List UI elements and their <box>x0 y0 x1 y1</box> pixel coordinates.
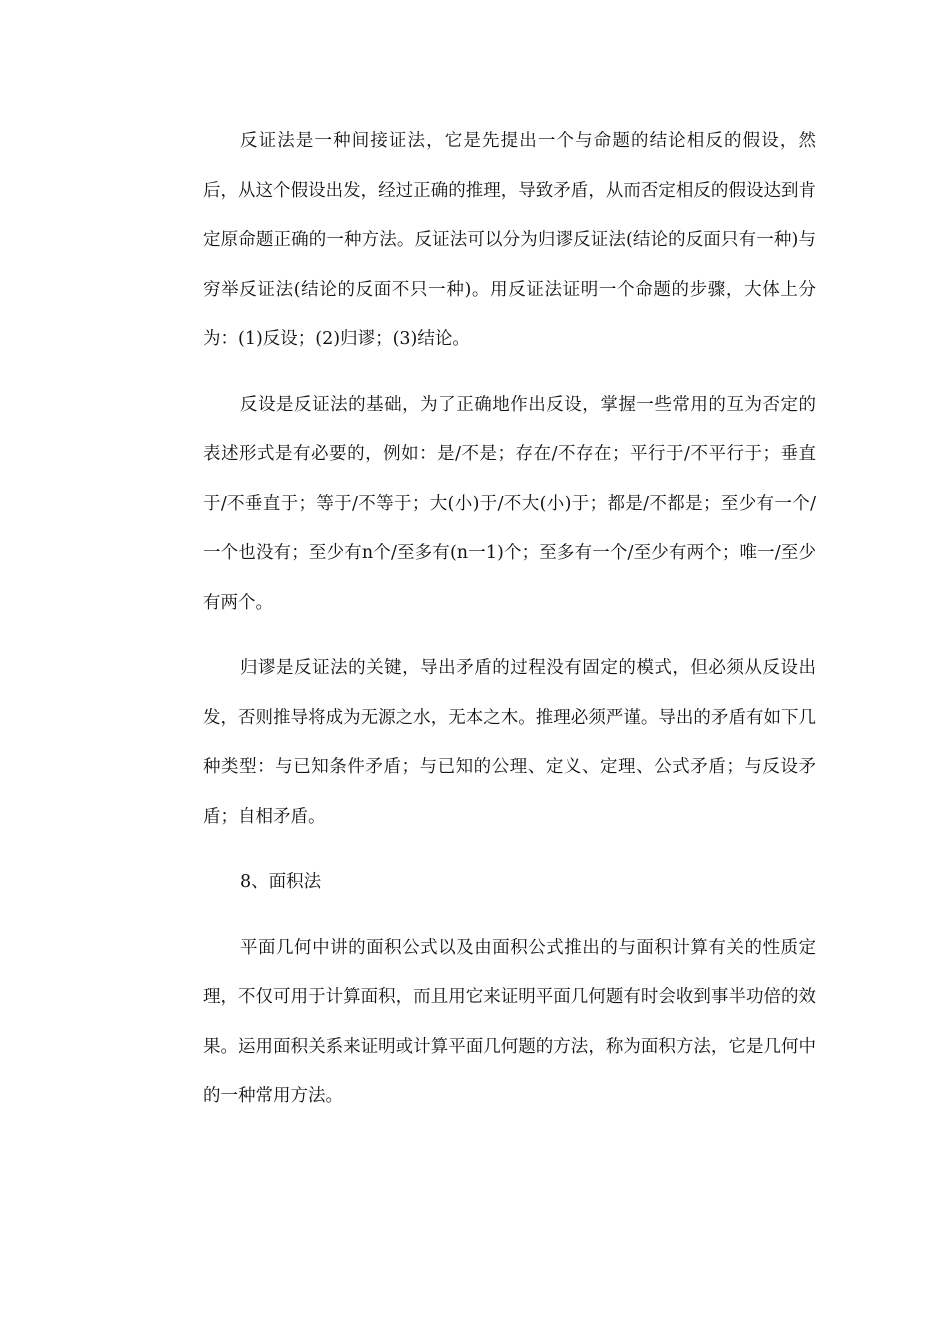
paragraph-area-method: 平面几何中讲的面积公式以及由面积公式推出的与面积计算有关的性质定理，不仅可用于计算面积，而且用它来证明平面几何题有时会收到事半功倍的效果。运用面积关系来证明或计算平面几何题的方法，称为面积方法，它是几何中的一种常用方法。 <box>203 937 816 1106</box>
paragraph-proof-by-contradiction: 反证法是一种间接证法，它是先提出一个与命题的结论相反的假设，然后，从这个假设出发，经过正确的推理，导致矛盾，从而否定相反的假设达到肯定原命题正确的一种方法。反证法可以分为归谬反证法(结论的反面只有一种)与穷举反证法(结论的反面不只一种)。用反证法证明一个命题的步骤，大体上分为：(1)反设；(2)归谬；(3)结论。 <box>203 131 816 349</box>
paragraph-negation-forms: 反设是反证法的基础，为了正确地作出反设，掌握一些常用的互为否定的表述形式是有必要的，例如：是/不是；存在/不存在；平行于/不平行于；垂直于/不垂直于；等于/不等于；大(小)于/不大(小)于；都是/不都是；至少有一个/一个也没有；至少有n个/至多有(n一1)个；至多有一个/至少有两个；唯一/至少有两个。 <box>203 394 816 613</box>
document-body <box>203 117 816 1122</box>
section-heading-area-method: 8、面积法 <box>240 872 322 892</box>
paragraph-reductio: 归谬是反证法的关键，导出矛盾的过程没有固定的模式，但必须从反设出发，否则推导将成为无源之水，无本之木。推理必须严谨。导出的矛盾有如下几种类型：与已知条件矛盾；与已知的公理、定义、定理、公式矛盾；与反设矛盾；自相矛盾。 <box>203 658 816 827</box>
